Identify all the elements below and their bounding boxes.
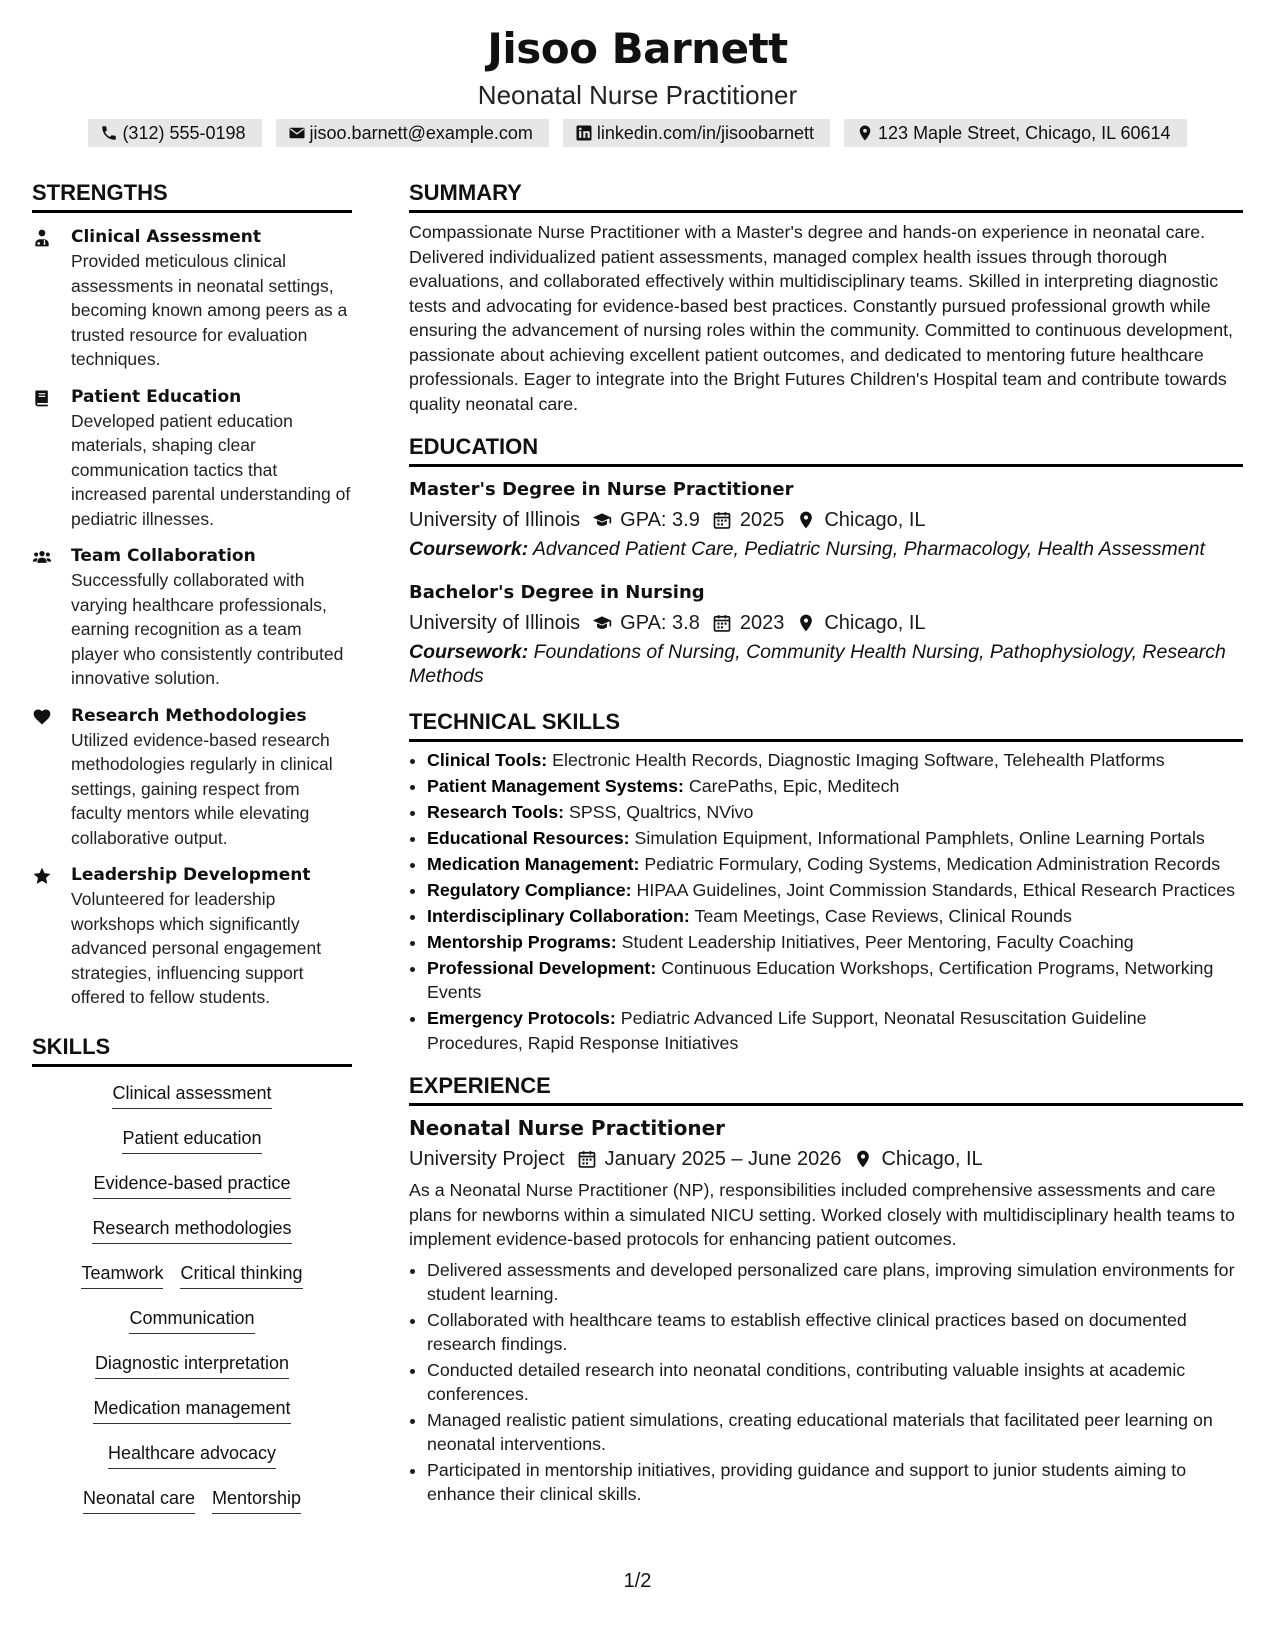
address-text: 123 Maple Street, Chicago, IL 60614 [878, 122, 1171, 143]
strengths-list [32, 225, 352, 1010]
summary-text: Compassionate Nurse Practitioner with a Master's degree and hands-on experience in neonatal care. Delivered individualized patient assessments, managed complex health issues through thorough evaluations, and collaborated effectively within multidisciplinary teams. Skilled in interpreting diagnostic tests and advocating for evidence-based best practices. Constantly pursued professional growth while ensuring the advancement of nursing roles within the community. Committed to continuous development, passionate about achieving excellent patient outcomes, and dedicated to mentoring future healthcare professionals. Eager to integrate into the Bright Futures Children's Hospital team and contribute towards quality neonatal care. [409, 222, 1233, 414]
graduation-cap-icon [592, 510, 612, 530]
tech-skill-text: Electronic Health Records, Diagnostic Imaging Software, Telehealth Platforms [552, 749, 1165, 770]
left-column [32, 178, 352, 1531]
map-pin-icon [853, 1149, 873, 1169]
strength-description: Utilized evidence-based research methodologies regularly in clinical settings, gaining respect from faculty mentors while elevating collaborative output. [71, 729, 333, 848]
list-item [427, 852, 1243, 877]
tech-skill-text: Student Leadership Initiatives, Peer Mentoring, Faculty Coaching [621, 931, 1134, 952]
map-pin-icon [796, 613, 816, 633]
skill-tag: Patient education [122, 1126, 261, 1154]
book-icon [32, 388, 52, 408]
users-icon [32, 547, 52, 567]
map-pin-icon [856, 124, 874, 142]
resume-header [0, 20, 1275, 147]
contact-email[interactable] [276, 119, 549, 147]
contact-bar [0, 119, 1275, 147]
list-item: • Delivered assessments and developed personalized care plans, improving simulation environments for student learning. [427, 1258, 1243, 1307]
star-icon [32, 866, 52, 886]
skill-row [32, 1216, 352, 1261]
strength-item [32, 704, 352, 851]
skill-row [32, 1081, 352, 1126]
strength-item [32, 544, 352, 691]
skill-row [32, 1261, 352, 1306]
candidate-title: Neonatal Nurse Practitioner [477, 80, 798, 110]
calendar-icon [712, 510, 732, 530]
skill-tag: Medication management [93, 1396, 290, 1424]
strength-title: Team Collaboration [71, 546, 256, 566]
phone-icon [100, 124, 118, 142]
strength-title: Research Methodologies [71, 705, 307, 726]
job-dates: January 2025 – June 2026 [604, 1148, 842, 1170]
list-item [427, 826, 1243, 851]
tech-skill-text: Pediatric Advanced Life Support, Neonatal Resuscitation Guideline Procedures, Rapid Response Initiatives [427, 1008, 1147, 1053]
skills-heading: SKILLS [32, 1032, 352, 1067]
skill-row [32, 1171, 352, 1216]
tech-skill-text: CarePaths, Epic, Meditech [688, 775, 900, 796]
tech-skill-label: Regulatory Compliance: [427, 879, 632, 900]
summary-heading: SUMMARY [409, 178, 1243, 213]
skill-row [32, 1126, 352, 1171]
skill-row [32, 1396, 352, 1441]
tech-skill-label: Medication Management: [427, 853, 640, 874]
skill-row [32, 1486, 352, 1531]
tech-skill-text: Continuous Education Workshops, Certification Programs, Networking Events [427, 957, 1214, 1002]
job-title: Neonatal Nurse Practitioner [409, 1116, 726, 1140]
strength-description: Developed patient education materials, shaping clear communication tactics that increased parental understanding of pediatric illnesses. [71, 410, 351, 529]
tech-skill-label: Educational Resources: [427, 827, 630, 848]
tech-skill-label: Professional Development: [427, 957, 657, 978]
coursework-text: Foundations of Nursing, Community Health Nursing, Pathophysiology, Research Methods [409, 640, 1226, 687]
list-item [427, 878, 1243, 903]
strength-item [32, 225, 352, 372]
skill-tag: Diagnostic interpretation [95, 1351, 289, 1379]
skill-tag: Clinical assessment [112, 1081, 271, 1109]
tech-skill-text: SPSS, Qualtrics, NVivo [568, 801, 754, 822]
graduation-year: 2025 [739, 509, 785, 531]
job-description: As a Neonatal Nurse Practitioner (NP), responsibilities included comprehensive assessments and care plans for newborns within a simulated NICU setting. Worked closely with multidisciplinary health teams to implement evidence-based protocols for enhancing patient outcomes. [409, 1180, 1235, 1249]
contact-phone[interactable] [88, 119, 261, 147]
page-number: 1/2 [623, 1570, 652, 1592]
skill-row [32, 1351, 352, 1396]
email-text: jisoo.barnett@example.com [309, 122, 533, 143]
coursework-label: Coursework: [409, 640, 529, 663]
strength-title: Patient Education [71, 386, 242, 407]
contact-linkedin[interactable] [563, 119, 830, 147]
degree-entry [409, 477, 1243, 562]
coursework [409, 640, 1243, 689]
coursework [409, 537, 1243, 562]
experience-heading: EXPERIENCE [409, 1071, 1243, 1106]
skills-list [32, 1081, 352, 1531]
list-item [427, 748, 1243, 773]
skill-tag: Research methodologies [92, 1216, 291, 1244]
degree-title: Bachelor's Degree in Nursing [409, 581, 705, 603]
school-location: Chicago, IL [824, 611, 926, 634]
calendar-icon [712, 613, 732, 633]
strengths-heading: STRENGTHS [32, 178, 352, 213]
user-doctor-icon [32, 228, 52, 248]
skill-tag: Communication [129, 1306, 254, 1334]
list-item: • Managed realistic patient simulations, creating educational materials that facilitated peer learning on neonatal interventions. [427, 1408, 1243, 1457]
contact-address [844, 119, 1187, 147]
heart-icon [32, 707, 52, 727]
technical-skills-heading: TECHNICAL SKILLS [409, 707, 1243, 742]
list-item [427, 774, 1243, 799]
graduation-cap-icon [592, 613, 612, 633]
skill-tag: Mentorship [212, 1486, 301, 1514]
job-org: University Project [409, 1148, 565, 1170]
gpa-text: GPA: 3.8 [620, 611, 700, 634]
degree-meta [409, 608, 1243, 638]
degree-title: Master's Degree in Nurse Practitioner [409, 479, 794, 500]
list-item [427, 800, 1243, 825]
education-heading: EDUCATION [409, 432, 1243, 467]
envelope-icon [288, 124, 306, 142]
skill-tag: Critical thinking [180, 1261, 302, 1289]
strength-description: Volunteered for leadership workshops which significantly advanced personal engagement strategies, influencing support offered to fellow students. [71, 889, 322, 1007]
coursework-text: Advanced Patient Care, Pediatric Nursing, Pharmacology, Health Assessment [532, 538, 1205, 560]
strength-description: Provided meticulous clinical assessments in neonatal settings, becoming known among peers as a trusted resource for evaluation techniques. [71, 251, 348, 369]
calendar-icon [577, 1149, 597, 1169]
linkedin-text: linkedin.com/in/jisoobarnett [596, 122, 815, 143]
skill-tag: Neonatal care [83, 1486, 195, 1514]
skill-tag: Healthcare advocacy [108, 1441, 276, 1469]
strength-title: Leadership Development [71, 865, 311, 885]
strength-item [32, 385, 352, 532]
graduation-year: 2023 [739, 611, 785, 634]
degree-meta [409, 505, 1243, 535]
list-item [427, 904, 1243, 929]
tech-skill-text: Team Meetings, Case Reviews, Clinical Rounds [694, 905, 1072, 926]
strength-item [32, 863, 352, 1010]
tech-skill-label: Interdisciplinary Collaboration: [427, 905, 690, 926]
gpa-text: GPA: 3.9 [620, 509, 700, 531]
job-meta [409, 1144, 1243, 1174]
skill-row [32, 1306, 352, 1351]
candidate-name: Jisoo Barnett [487, 24, 788, 73]
tech-skill-label: Research Tools: [427, 801, 565, 822]
coursework-label: Coursework: [409, 538, 529, 560]
list-item: • Collaborated with healthcare teams to establish effective clinical practices based on documented research findings. [427, 1308, 1243, 1357]
tech-skill-label: Mentorship Programs: [427, 931, 617, 952]
degree-entry [409, 580, 1243, 689]
tech-skill-label: Clinical Tools: [427, 749, 548, 770]
list-item: • Participated in mentorship initiatives, providing guidance and support to junior students aiming to enhance their clinical skills. [427, 1458, 1243, 1507]
tech-skill-label: Patient Management Systems: [427, 775, 684, 796]
list-item [427, 930, 1243, 955]
strength-description: Successfully collaborated with varying healthcare professionals, earning recognition as a team player who consistently contributed innovative solution. [71, 570, 344, 688]
list-item [427, 1006, 1243, 1055]
tech-skill-text: Pediatric Formulary, Coding Systems, Medication Administration Records [644, 853, 1221, 874]
skill-tag: Teamwork [81, 1261, 163, 1289]
school-name: University of Illinois [409, 509, 581, 531]
technical-skills-list [409, 748, 1243, 1056]
skill-tag: Evidence-based practice [93, 1171, 290, 1199]
tech-skill-text: Simulation Equipment, Informational Pamphlets, Online Learning Portals [634, 827, 1205, 848]
list-item: • Conducted detailed research into neonatal conditions, contributing valuable insights at academic conferences. [427, 1358, 1243, 1407]
job-location: Chicago, IL [881, 1148, 983, 1170]
list-item [427, 956, 1243, 1005]
phone-text: (312) 555-0198 [122, 122, 246, 143]
tech-skill-label: Emergency Protocols: [427, 1008, 616, 1028]
school-location: Chicago, IL [824, 509, 926, 531]
map-pin-icon [796, 510, 816, 530]
strength-title: Clinical Assessment [71, 227, 261, 247]
school-name: University of Illinois [409, 611, 581, 634]
job-bullets [409, 1258, 1243, 1507]
tech-skill-text: HIPAA Guidelines, Joint Commission Standards, Ethical Research Practices [636, 879, 1236, 900]
linkedin-icon [575, 124, 593, 142]
skill-row [32, 1441, 352, 1486]
right-column [409, 178, 1243, 1508]
